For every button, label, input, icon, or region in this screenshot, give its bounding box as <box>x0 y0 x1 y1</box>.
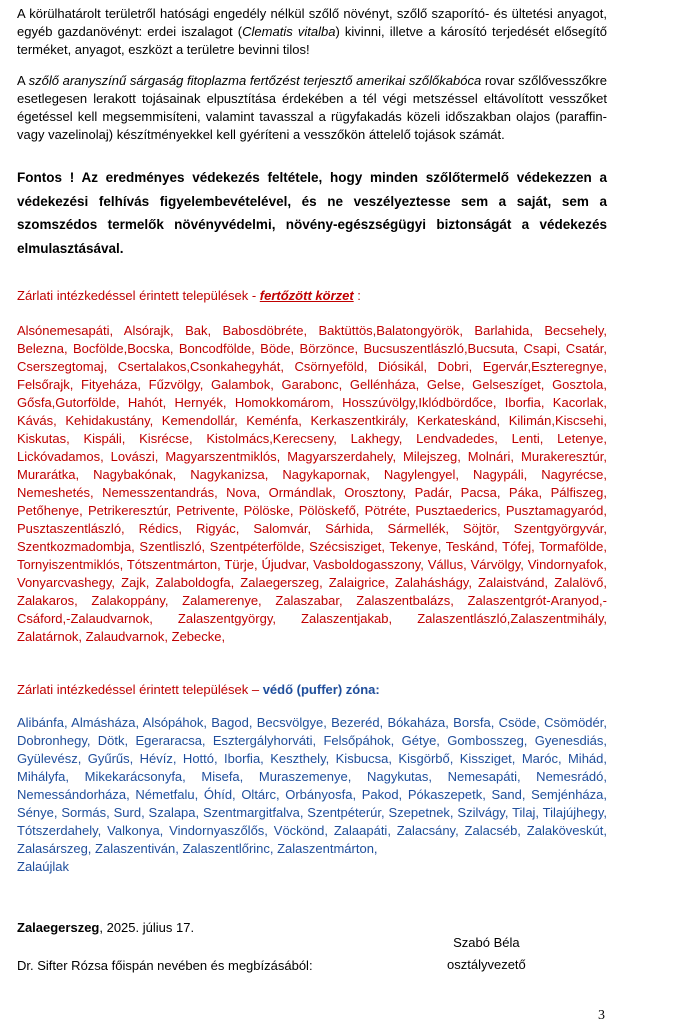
pest-name: szőlő aranyszínű sárgaság fitoplazma fertőzést terjesztő amerikai szőlőkabóca <box>28 73 482 88</box>
text: rovar szőlővesszőkre esetlegesen lerakott tojásainak elpusztítása érdekében a tél végi metszéssel eltávolított vesszőket égetéssel kell megsemmisíteni, valamint tavasszal a rügyfakadás közeli időszakban olajos (paraffin- vagy vazelinolaj) készítményekkel kell gyéríteni a vesszőkön áttelelő tojások számát. <box>17 73 607 142</box>
on-behalf-line: Dr. Sifter Rózsa főispán nevében és megbízásából: <box>17 958 313 973</box>
buffer-zone-label: védő (puffer) zóna: <box>259 682 380 697</box>
signatory-name: Szabó Béla <box>453 935 520 950</box>
text: Zárlati intézkedéssel érintett települések - <box>17 288 260 303</box>
text: A körülhatárolt területről hatósági engedély nélkül szőlő növényt, szőlő szaporító- és ültetési anyagot, egyéb gazdanövényt: erdei iszalagot ( <box>17 6 607 39</box>
document-body <box>17 5 607 975</box>
text: ) kivinni, illetve a károsító terjedését elősegítő terméket, anyagot, eszközt a területre bevinni tilos! <box>17 24 607 57</box>
place: Zalaegerszeg <box>17 920 100 935</box>
date: , 2025. július 17. <box>99 920 195 935</box>
infected-settlements-list: Alsónemesapáti, Alsórajk, Bak, Babosdöbréte, Baktüttös,Balatongyörök, Barlahida, Becsehely, Belezna, Bocfölde,Bocska, Boncodfölde, Böde, Börzönce, Bucsuszentlászló,Bucsuta, Csapi, Csatár, Cserszegtomaj, Csertalakos,Csonkahegyhát, Csörnyeföld, Diósikál, Dobri, Egervár,Eszteregnye, Felsőrajk, Fityeháza, Fűzvölgy, Galambok, Garabonc, Gellénháza, Gelse, Gelseszíget, Gosztola, Gősfa,Gutorfölde, Hahót, Hernyék, Homokkomárom, Hosszúvölgy,Iklódbördőce, Iborfia, Kacorlak, Kávás, Kehidakustány, Kemendollár, Keménfa, Kerkaszentkirály, Kerkateskánd, Kilimán,Kiscsehi, Kiskutas, Kispáli, Kisrécse, Kistolmács,Kerecseny, Lakhegy, Lendvadedes, Lenti, Letenye, Lickóvadamos, Lovászi, Magyarszentmiklós, Magyarszerdahely, Milejszeg, Molnári, Murakeresztúr, Murarátka, Nagybakónak, Nagykanizsa, Nagykapornak, Nagylengyel, Nagypáli, Nagyrécse, Nemeshetés, Nemesszentandrás, Nova, Ormándlak, Orosztony, Padár, Pacsa, Páka, Pálfiszeg, Petőhenye, Petrikeresztúr, Petrivente, Pölöske, Pölöskefő, Pötréte, Pusztaederics, Pusztamagyaród, Pusztaszentlászló, Rédics, Rigyác, Salomvár, Sárhida, Sármellék, Söjtör, Szentgyörgyvár, Szentkozmadombja, Szentliszló, Szentpéterfölde, Szécsisziget, Tekenye, Teskánd, Tófej, Tormafölde, Tornyiszentmiklós, Tótszentmárton, Türje, Újudvar, Vasboldogasszony, Vállus, Várvölgy, Vindornyafok, Vonyarcvashegy, Zajk, Zalaboldogfa, Zalaegerszeg, Zalaigrice, Zalaháshágy, Zalaistvánd, Zalalövő, Zalakaros, Zalakoppány, Zalamerenye, Zalaszabar, Zalaszentbalázs, Zalaszentgrót-Aranyod,-Csáford,-Zalaudvarnok, Zalaszentgyörgy, Zalaszentjakab, Zalaszentlászló,Zalaszentmihály, Zalatárnok, Zalaudvarnok, Zebecke, <box>17 323 607 644</box>
paragraph-prohibition <box>17 5 607 59</box>
text: : <box>353 288 361 303</box>
infected-zone-label: fertőzött körzet <box>259 288 354 303</box>
buffer-settlements-list <box>17 714 607 876</box>
buffer-zone-heading <box>17 681 607 699</box>
important-notice: Fontos ! Az eredményes védekezés feltétele, hogy minden szőlőtermelő védekezzen a védekezési felhívás figyelembevételével, és ne veszélyeztesse sem a saját, sem a szomszédos termelők növényvédelmi, növény-egészségügyi biztonságát a védekezés elmulasztásával. <box>17 170 607 256</box>
species-name: Clematis vitalba <box>242 24 336 39</box>
infected-zone-heading <box>17 287 607 305</box>
signature-block <box>447 932 526 976</box>
dash: – <box>251 682 260 697</box>
signatory-title: osztályvezető <box>447 957 526 972</box>
text: A <box>17 73 29 88</box>
page-number: 3 <box>598 1008 605 1023</box>
text: Zalaújlak <box>17 859 70 874</box>
text: Zárlati intézkedéssel érintett települések <box>17 682 252 697</box>
text: Alibánfa, Almásháza, Alsópáhok, Bagod, Becsvölgye, Bezeréd, Bókaháza, Borsfa, Csöde, Csömödér, Dobronhegy, Dötk, Egeraracsa, Esztergályhorváti, Felsőpáhok, Gétye, Gombosszeg, Gyenesdiás, Gyülevész, Gyűrűs, Hévíz, Hottó, Iborfia, Keszthely, Kisbucsa, Kisgörbő, Kissziget, Maróc, Mihád, Mihályfa, Mikekarácsonyfa, Misefa, Muraszemenye, Nagykutas, Nemesapáti, Nemesrádó, Nemessándorháza, Németfalu, Óhíd, Oltárc, Orbányosfa, Pakod, Pókaszepetk, Sand, Semjénháza, Sénye, Sormás, Surd, Szalapa, Szentmargitfalva, Szentpéterúr, Szepetnek, Szilvágy, Tilaj, Tilajújhegy, Tótszerdahely, Valkonya, Vindornyaszőlős, Vöckönd, Zalaapáti, Zalacsány, Zalacséb, Zalaköveskút, Zalasárszeg, Zalaszentiván, Zalaszentlőrinc, Zalaszentmárton, <box>17 715 607 856</box>
paragraph-pruning <box>17 72 607 144</box>
